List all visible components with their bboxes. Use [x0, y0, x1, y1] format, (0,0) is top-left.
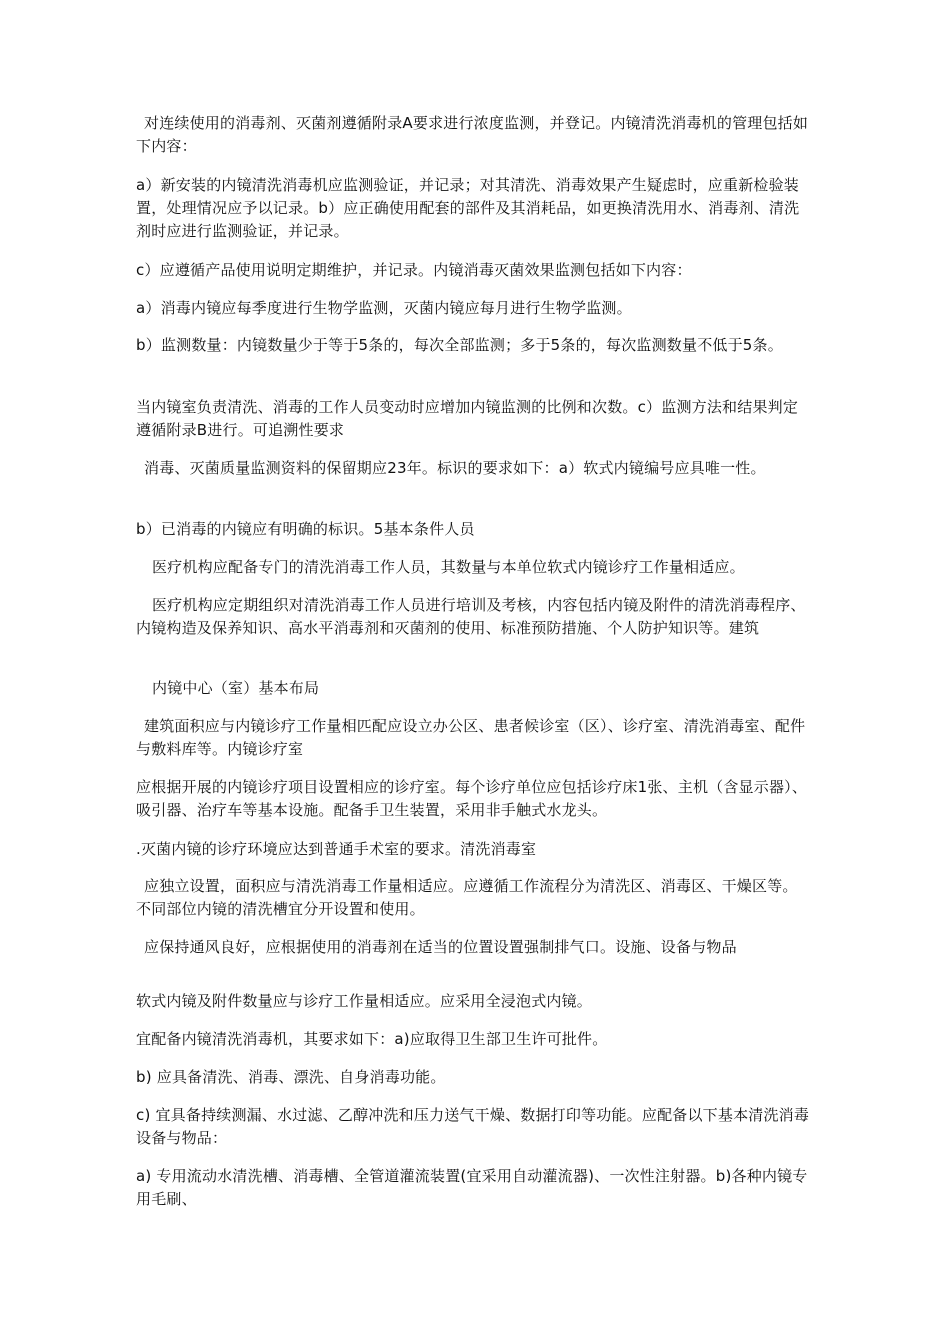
paragraph-washer-requirements: 宜配备内镜清洗消毒机，其要求如下：a)应取得卫生部卫生许可批件。 — [136, 1030, 608, 1048]
paragraph-treatment-room: 应根据开展的内镜诊疗项目设置相应的诊疗室。每个诊疗单位应包括诊疗床1张、主机（含显示器）、吸引器、治疗车等基本设施。配备手卫生装置，采用非手触式水龙头。 — [136, 778, 808, 819]
paragraph-ventilation: 应保持通风良好，应根据使用的消毒剂在适当的位置设置强制排气口。设施、设备与物品 — [144, 938, 737, 956]
paragraph-dedicated-staff: 医疗机构应配备专门的清洗消毒工作人员，其数量与本单位软式内镜诊疗工作量相适应。 — [152, 558, 745, 576]
paragraph-endoscope-quantity: 软式内镜及附件数量应与诊疗工作量相适应。应采用全浸泡式内镜。 — [136, 992, 593, 1010]
paragraph-equipment-list: a) 专用流动水清洗槽、消毒槽、全管道灌流装置(宜采用自动灌流器)、一次性注射器。b)各种内镜专用毛刷、 — [136, 1167, 808, 1208]
paragraph-biological-monitoring: a）消毒内镜应每季度进行生物学监测，灭菌内镜应每月进行生物学监测。 — [136, 299, 632, 317]
paragraph-record-retention: 消毒、灭菌质量监测资料的保留期应23年。标识的要求如下：a）软式内镜编号应具唯一性。 — [144, 459, 766, 477]
paragraph-disinfected-label: b）已消毒的内镜应有明确的标识。5基本条件人员 — [136, 520, 475, 538]
paragraph-staff-change: 当内镜室负责清洗、消毒的工作人员变动时应增加内镜监测的比例和次数。c）监测方法和结果判定遵循附录B进行。可追溯性要求 — [136, 398, 799, 439]
paragraph-optional-functions: c) 宜具备持续测漏、水过滤、乙醇冲洗和压力送气干燥、数据打印等功能。应配备以下基本清洗消毒设备与物品： — [136, 1106, 810, 1147]
paragraph-washer-functions: b) 应具备清洗、消毒、漂洗、自身消毒功能。 — [136, 1068, 446, 1086]
paragraph-maintenance: c）应遵循产品使用说明定期维护，并记录。内镜消毒灭菌效果监测包括如下内容： — [136, 261, 692, 279]
paragraph-concentration-monitoring: 对连续使用的消毒剂、灭菌剂遵循附录A要求进行浓度监测，并登记。内镜清洗消毒机的管理包括如下内容： — [136, 114, 809, 155]
paragraph-independent-room: 应独立设置，面积应与清洗消毒工作量相适应。应遵循工作流程分为清洗区、消毒区、干燥区等。不同部位内镜的清洗槽宜分开设置和使用。 — [136, 877, 798, 918]
paragraph-staff-training: 医疗机构应定期组织对清洗消毒工作人员进行培训及考核，内容包括内镜及附件的清洗消毒程序、内镜构造及保养知识、高水平消毒剂和灭菌剂的使用、标准预防措施、个人防护知识等。建筑 — [136, 596, 806, 637]
paragraph-layout-heading: 内镜中心（室）基本布局 — [152, 679, 320, 697]
paragraph-building-area: 建筑面积应与内镜诊疗工作量相匹配应设立办公区、患者候诊室（区）、诊疗室、清洗消毒室、配件与敷料库等。内镜诊疗室 — [136, 717, 806, 758]
paragraph-sterile-environment: .灭菌内镜的诊疗环境应达到普通手术室的要求。清洗消毒室 — [136, 840, 537, 858]
paragraph-new-machine-validation: a）新安装的内镜清洗消毒机应监测验证，并记录；对其清洗、消毒效果产生疑虑时，应重新检验装置，处理情况应予以记录。b）应正确使用配套的部件及其消耗品，如更换清洗用水、消毒剂、清洗剂时应进行监测验证，并记录。 — [136, 176, 800, 240]
paragraph-monitoring-quantity: b）监测数量：内镜数量少于等于5条的，每次全部监测；多于5条的，每次监测数量不低于5条。 — [136, 336, 783, 354]
